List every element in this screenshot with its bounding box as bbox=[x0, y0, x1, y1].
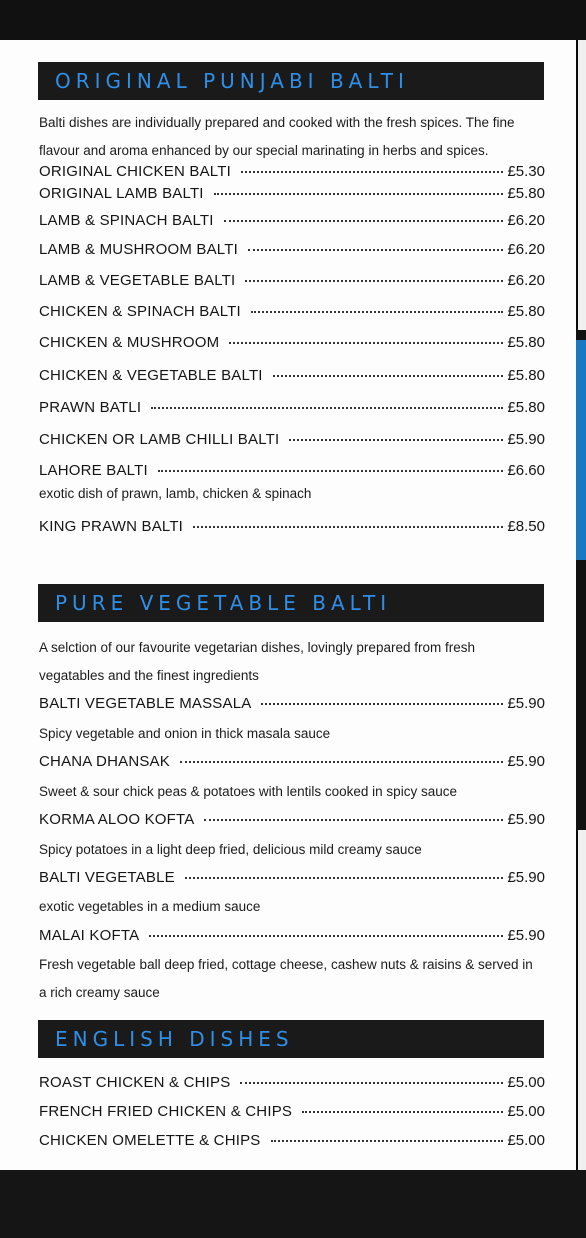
item-note: Fresh vegetable ball deep fried, cottage cheese, cashew nuts & raisins & served in a rich creamy sauce bbox=[39, 957, 533, 1000]
menu-item bbox=[39, 1074, 545, 1096]
bottom-dark-band bbox=[0, 1170, 586, 1238]
item-name: CHICKEN & MUSHROOM bbox=[39, 334, 220, 351]
item-price: £5.90 bbox=[507, 431, 545, 448]
item-price: £5.00 bbox=[507, 1103, 545, 1120]
dot-leader bbox=[151, 407, 503, 409]
dot-leader bbox=[204, 819, 503, 821]
item-note: exotic dish of prawn, lamb, chicken & spinach bbox=[39, 486, 312, 501]
item-name: KORMA ALOO KOFTA bbox=[39, 811, 195, 828]
item-price: £5.00 bbox=[507, 1132, 545, 1149]
menu-item bbox=[39, 1103, 545, 1125]
menu-item bbox=[39, 212, 545, 234]
item-name: PRAWN BATLI bbox=[39, 399, 142, 416]
item-price: £5.90 bbox=[507, 927, 545, 944]
menu-item bbox=[39, 811, 545, 833]
item-price: £5.90 bbox=[507, 695, 545, 712]
menu-item bbox=[39, 753, 545, 775]
dot-leader bbox=[185, 877, 504, 879]
item-name: MALAI KOFTA bbox=[39, 927, 140, 944]
item-price: £6.20 bbox=[507, 212, 545, 229]
item-name: CHICKEN OR LAMB CHILLI BALTI bbox=[39, 431, 280, 448]
item-price: £5.80 bbox=[507, 367, 545, 384]
menu-item bbox=[39, 334, 545, 356]
item-price: £5.00 bbox=[507, 1074, 545, 1091]
dot-leader bbox=[241, 171, 504, 173]
item-note: Sweet & sour chick peas & potatoes with lentils cooked in spicy sauce bbox=[39, 784, 457, 799]
item-price: £8.50 bbox=[507, 518, 545, 535]
item-price: £5.80 bbox=[507, 334, 545, 351]
menu-item bbox=[39, 695, 545, 717]
dot-leader bbox=[240, 1082, 503, 1084]
section-title-original-punjabi-balti: ORIGINAL PUNJABI BALTI bbox=[38, 62, 544, 100]
dot-leader bbox=[289, 439, 503, 441]
dot-leader bbox=[245, 280, 503, 282]
item-price: £5.80 bbox=[507, 399, 545, 416]
dot-leader bbox=[193, 526, 503, 528]
dot-leader bbox=[214, 193, 504, 195]
menu-item bbox=[39, 869, 545, 891]
item-price: £5.90 bbox=[507, 753, 545, 770]
item-name: BALTI VEGETABLE bbox=[39, 869, 175, 886]
section-title-english-dishes: ENGLISH DISHES bbox=[38, 1020, 544, 1058]
dot-leader bbox=[271, 1140, 504, 1142]
dot-leader bbox=[149, 935, 503, 937]
menu-item bbox=[39, 518, 545, 540]
menu-item bbox=[39, 241, 545, 263]
item-name: LAMB & VEGETABLE BALTI bbox=[39, 272, 236, 289]
item-name: BALTI VEGETABLE MASSALA bbox=[39, 695, 252, 712]
item-name: ROAST CHICKEN & CHIPS bbox=[39, 1074, 231, 1091]
item-name: LAHORE BALTI bbox=[39, 462, 148, 479]
dot-leader bbox=[248, 249, 504, 251]
item-price: £5.80 bbox=[507, 185, 545, 202]
section-title-pure-vegetable-balti: PURE VEGETABLE BALTI bbox=[38, 584, 544, 622]
item-name: CHICKEN & VEGETABLE BALTI bbox=[39, 367, 263, 384]
right-blue-strip bbox=[576, 340, 586, 560]
dot-leader bbox=[261, 703, 503, 705]
dot-leader bbox=[251, 311, 504, 313]
item-name: LAMB & SPINACH BALTI bbox=[39, 212, 214, 229]
item-price: £6.20 bbox=[507, 272, 545, 289]
item-name: KING PRAWN BALTI bbox=[39, 518, 184, 535]
item-price: £6.60 bbox=[507, 462, 545, 479]
section-intro: Balti dishes are individually prepared and cooked with the fresh spices. The fine flavour and aroma enhanced by our special marinating in herbs and spices. bbox=[39, 115, 515, 158]
item-note: Spicy vegetable and onion in thick masala sauce bbox=[39, 726, 331, 741]
item-price: £5.30 bbox=[507, 163, 545, 180]
item-name: CHICKEN OMELETTE & CHIPS bbox=[39, 1132, 261, 1149]
menu-item bbox=[39, 1132, 545, 1154]
item-name: CHICKEN & SPINACH BALTI bbox=[39, 303, 241, 320]
top-dark-band bbox=[0, 0, 586, 40]
menu-item bbox=[39, 303, 545, 325]
menu-item bbox=[39, 462, 545, 484]
menu-item bbox=[39, 399, 545, 421]
menu-item bbox=[39, 927, 545, 949]
item-note: Spicy potatoes in a light deep fried, delicious mild creamy sauce bbox=[39, 842, 422, 857]
item-price: £5.90 bbox=[507, 811, 545, 828]
item-price: £5.90 bbox=[507, 869, 545, 886]
dot-leader bbox=[180, 761, 503, 763]
dot-leader bbox=[302, 1111, 503, 1113]
menu-item bbox=[39, 431, 545, 453]
item-name: LAMB & MUSHROOM BALTI bbox=[39, 241, 238, 258]
menu-item bbox=[39, 163, 545, 185]
item-name: ORIGINAL LAMB BALTI bbox=[39, 185, 204, 202]
dot-leader bbox=[224, 220, 504, 222]
dot-leader bbox=[158, 470, 504, 472]
menu-item bbox=[39, 185, 545, 207]
menu-item bbox=[39, 367, 545, 389]
section-intro: A selction of our favourite vegetarian dishes, lovingly prepared from fresh vegatables and the finest ingredients bbox=[39, 640, 475, 683]
item-price: £6.20 bbox=[507, 241, 545, 258]
item-name: ORIGINAL CHICKEN BALTI bbox=[39, 163, 231, 180]
dot-leader bbox=[229, 342, 503, 344]
dot-leader bbox=[273, 375, 504, 377]
menu-item bbox=[39, 272, 545, 294]
item-note: exotic vegetables in a medium sauce bbox=[39, 899, 261, 914]
item-price: £5.80 bbox=[507, 303, 545, 320]
item-name: FRENCH FRIED CHICKEN & CHIPS bbox=[39, 1103, 293, 1120]
item-name: CHANA DHANSAK bbox=[39, 753, 170, 770]
